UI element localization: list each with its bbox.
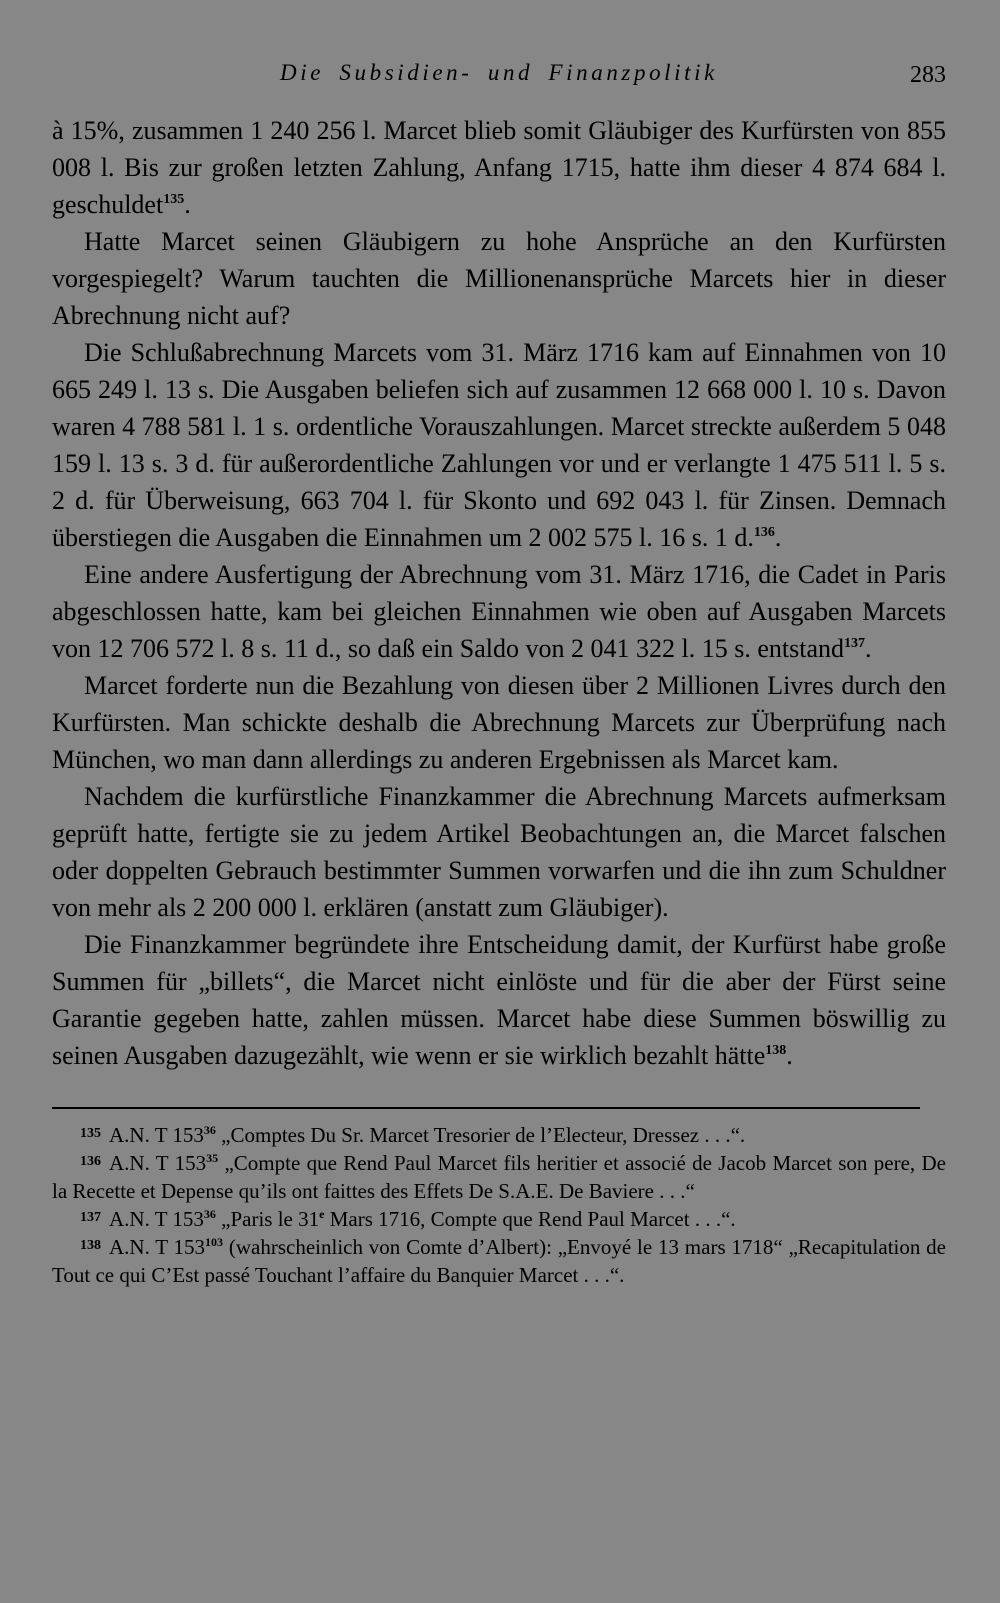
footnote-text: A.N. T 153 (109, 1151, 207, 1175)
footnote-text: „Compte que Rend Paul Marcet fils heritier et associé de Jacob Marcet son pere, De la Recette et Depense qu’ils ont faittes des Effets De S.A.E. De Baviere . . .“ (52, 1151, 947, 1203)
footnote-ref[interactable]: 137 (844, 636, 866, 651)
footnotes (52, 1121, 946, 1289)
footnote-number: 137 (80, 1210, 101, 1225)
paragraph-text: Hatte Marcet seinen Gläubigern zu hohe Ansprüche an den Kurfürsten vorgespiegelt? Warum tauchten die Millionenansprüche Marcets hier in dieser Abrechnung nicht auf? (52, 227, 946, 330)
body-text (52, 112, 946, 1074)
paragraph (52, 334, 946, 556)
footnote-text: Mars 1716, Compte que Rend Paul Marcet . . .“. (324, 1207, 736, 1231)
paragraph-text: . (786, 1041, 793, 1070)
footnote-superscript: 36 (203, 1123, 216, 1137)
footnote-text: A.N. T 153 (109, 1207, 204, 1231)
paragraph (52, 667, 946, 778)
footnote-ref[interactable]: 136 (753, 525, 775, 540)
footnote (52, 1233, 946, 1289)
paragraph-text: Nachdem die kurfürstliche Finanzkammer die Abrechnung Marcets aufmerksam geprüft hatte, fertigte sie zu jedem Artikel Beobachtungen an, die Marcet falschen oder doppelten Gebrauch bestimmter Summen vorwarfen und die ihn zum Schuldner von mehr als 2 200 000 l. erklären (anstatt zum Gläubiger). (52, 782, 946, 922)
page-number: 283 (910, 62, 946, 88)
footnote-text: A.N. T 153 (109, 1123, 204, 1147)
footnote-number: 136 (80, 1154, 101, 1169)
footnote-text: (wahrscheinlich von Comte d’Albert): „Envoyé le 13 mars 1718“ „Recapitulation de Tout ce qui C’Est passé Touchant l’affaire du Banquier Marcet . . .“. (52, 1235, 946, 1287)
footnote (52, 1121, 946, 1149)
footnote-ref[interactable]: 138 (765, 1043, 787, 1058)
footnote (52, 1205, 946, 1233)
paragraph-text: . (184, 190, 191, 219)
footnote (52, 1149, 946, 1205)
paragraph-text: Die Finanzkammer begründete ihre Entscheidung damit, der Kurfürst habe große Summen für „billets“, die Marcet nicht einlöste und für die aber der Fürst seine Garantie gegeben hatte, zahlen müssen. Marcet habe diese Summen böswillig zu seinen Ausgaben dazugezählt, wie wenn er sie wirklich bezahlt hätte (52, 930, 946, 1070)
footnote-text: „Paris le 31 (215, 1207, 320, 1231)
paragraph (52, 778, 946, 926)
paragraph (52, 112, 946, 223)
paragraph-text: Eine andere Ausfertigung der Abrechnung vom 31. März 1716, die Cadet in Paris abgeschlossen hatte, kam bei gleichen Einnahmen wie oben auf Ausgaben Marcets von 12 706 572 l. 8 s. 11 d., so daß ein Saldo von 2 041 322 l. 15 s. entstand (52, 560, 946, 663)
footnote-superscript: e (319, 1207, 325, 1221)
footnote-divider (52, 1107, 920, 1109)
paragraph-text: . (774, 523, 782, 552)
footnote-number: 138 (80, 1238, 101, 1253)
footnote-superscript: 36 (203, 1207, 216, 1221)
footnote-superscript: 35 (206, 1151, 219, 1165)
footnote-text: „Comptes Du Sr. Marcet Tresorier de l’Electeur, Dressez . . .“. (215, 1123, 746, 1147)
footnote-ref[interactable]: 135 (163, 192, 185, 207)
footnote-text: A.N. T 153 (109, 1235, 206, 1259)
paragraph-text: à 15%, zusammen 1 240 256 l. Marcet blieb somit Gläubiger des Kurfürsten von 855 008 l. Bis zur großen letzten Zahlung, Anfang 1715, hatte ihm dieser 4 874 684 l. geschuldet (52, 116, 946, 219)
paragraph (52, 556, 946, 667)
footnote-superscript: 103 (205, 1235, 224, 1249)
paragraph (52, 926, 946, 1074)
paragraph-text: . (865, 634, 872, 663)
running-title: Die Subsidien- und Finanzpolitik (280, 60, 718, 85)
footnote-number: 135 (80, 1126, 101, 1141)
paragraph-text: Marcet forderte nun die Bezahlung von diesen über 2 Millionen Livres durch den Kurfürsten. Man schickte deshalb die Abrechnung Marcets zur Überprüfung nach München, wo man dann allerdings zu anderen Ergebnissen als Marcet kam. (52, 671, 946, 774)
paragraph-text: Die Schlußabrechnung Marcets vom 31. März 1716 kam auf Einnahmen von 10 665 249 l. 13 s. Die Ausgaben beliefen sich auf zusammen 12 668 000 l. 10 s. Davon waren 4 788 581 l. 1 s. ordentliche Vorauszahlungen. Marcet streckte außerdem 5 048 159 l. 13 s. 3 d. für außerordentliche Zahlungen vor und er verlangte 1 475 511 l. 5 s. 2 d. für Überweisung, 663 704 l. für Skonto und 692 043 l. für Zinsen. Demnach überstiegen die Ausgaben die Einnahmen um 2 002 575 l. 16 s. 1 d. (52, 338, 946, 552)
paragraph (52, 223, 946, 334)
running-header (52, 60, 946, 100)
